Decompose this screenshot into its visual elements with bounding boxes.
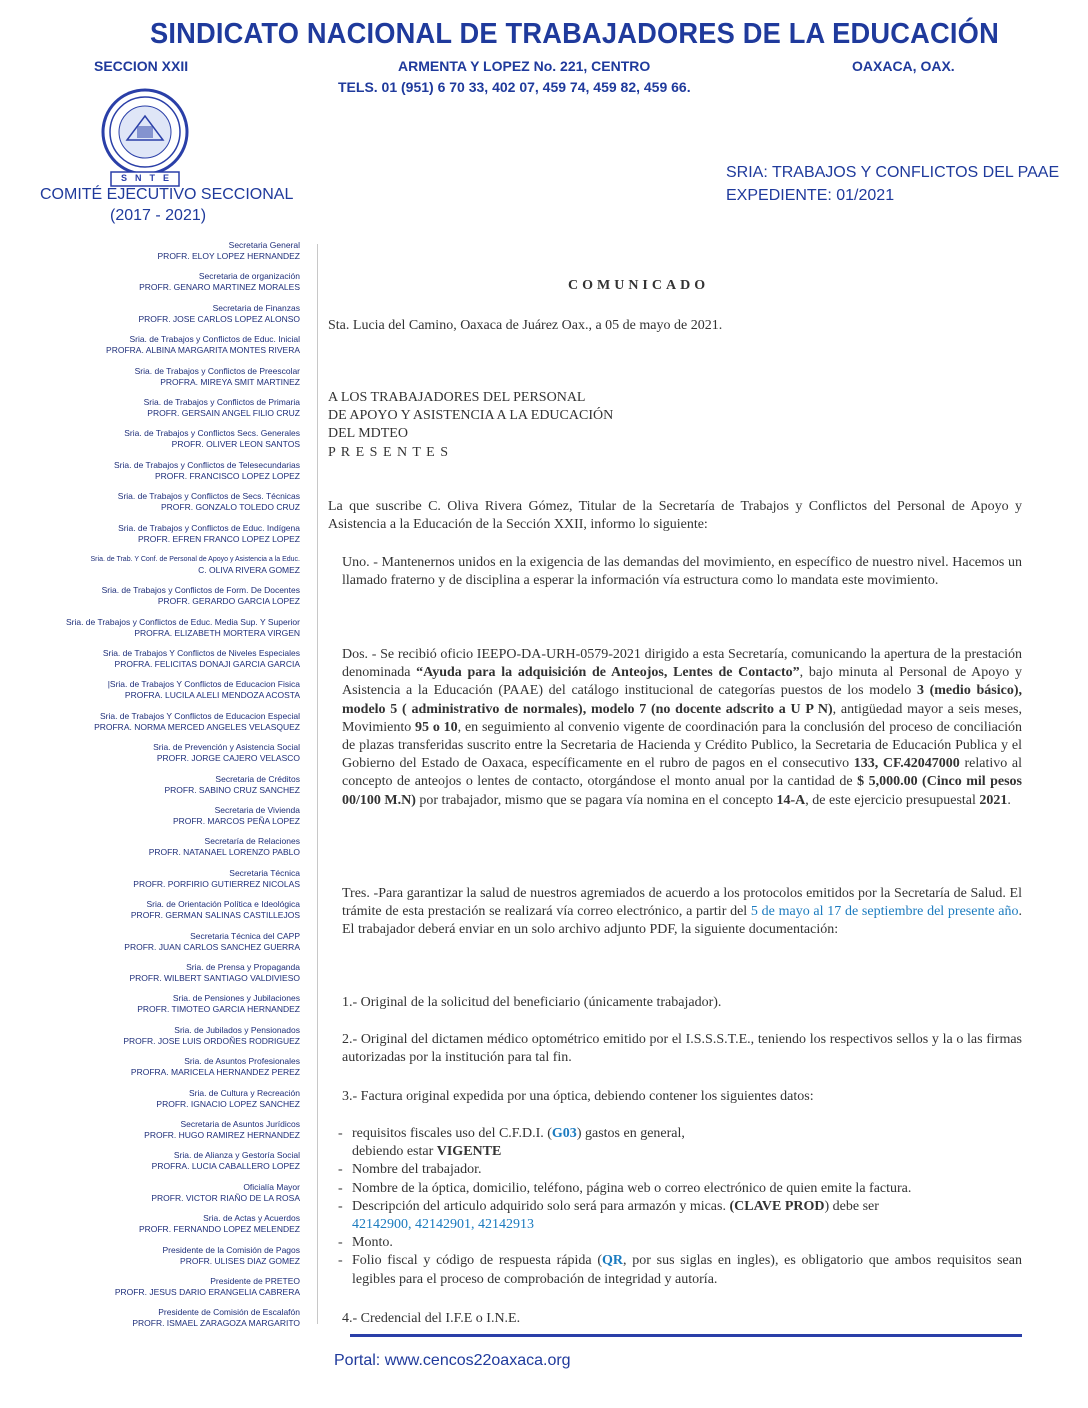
roster-name: PROFRA. ALBINA MARGARITA MONTES RIVERA bbox=[106, 345, 300, 356]
union-title: SINDICATO NACIONAL DE TRABAJADORES DE LA EDUCACIÓN bbox=[150, 18, 999, 50]
roster-role: Secretaria de Créditos bbox=[215, 773, 300, 784]
list-item: - Monto. bbox=[338, 1234, 1022, 1252]
point-uno: Uno. - Mantenernos unidos en la exigencia de las demandas del movimiento, en específico de nuestro nivel. Hacemos un llamado fraterno y de disciplina a esperar la información vía estructura como lo mandata este movimiento. bbox=[342, 555, 1022, 589]
roster-name: PROFR. VICTOR RIAÑO DE LA ROSA bbox=[151, 1192, 300, 1203]
roster-name: PROFR. JESUS DARIO ERANGELIA CABRERA bbox=[114, 1286, 300, 1297]
roster-role: Sria. de Orientación Política e Ideológica bbox=[146, 899, 300, 910]
portal-link[interactable]: Portal: www.cencos22oaxaca.org bbox=[334, 1352, 571, 1369]
section-label: SECCION XXII bbox=[94, 58, 189, 74]
intro-paragraph: La que suscribe C. Oliva Rivera Gómez, Titular de la Secretaría de Trabajos y Conflictos del Personal de Apoyo y Asistencia a la Educación de la Sección XXII, informo lo siguiente: bbox=[328, 499, 1022, 533]
roster-role: Secretaria de Vivienda bbox=[214, 805, 300, 816]
roster-entry bbox=[40, 1307, 300, 1329]
roster-name: PROFR. FERNANDO LOPEZ MELENDEZ bbox=[138, 1224, 300, 1235]
roster-name: PROFR. JOSE CARLOS LOPEZ ALONSO bbox=[138, 313, 300, 324]
roster-role: Secretaria de Asuntos Jurídicos bbox=[180, 1118, 300, 1129]
roster-entry bbox=[40, 1213, 300, 1235]
roster-role: Presidente de PRETEO bbox=[210, 1275, 300, 1286]
roster-name: PROFRA. ELIZABETH MORTERA VIRGEN bbox=[134, 627, 300, 638]
roster-role: Sria. de Prensa y Propaganda bbox=[186, 961, 300, 972]
roster-name: C. OLIVA RIVERA GOMEZ bbox=[198, 564, 300, 575]
roster-entry bbox=[40, 1150, 300, 1172]
list-item: - Nombre del trabajador. bbox=[338, 1161, 1022, 1179]
roster-entry bbox=[40, 585, 300, 607]
addressee-line: DE APOYO Y ASISTENCIA A LA EDUCACIÓN bbox=[328, 408, 614, 424]
addressee-block bbox=[328, 389, 1022, 462]
roster-entry bbox=[40, 679, 300, 701]
roster-entry bbox=[40, 303, 300, 325]
roster-name: PROFR. GERMAN SALINAS CASTILLEJOS bbox=[130, 910, 300, 921]
roster-name: PROFR. ELOY LOPEZ HERNANDEZ bbox=[157, 251, 300, 261]
roster-name: PROFR. OLIVER LEON SANTOS bbox=[171, 439, 300, 450]
roster-entry bbox=[40, 1119, 300, 1141]
roster-role: Sria. de Trabajos y Conflictos de Secs. Técnicas bbox=[117, 491, 300, 502]
department-label: SRIA: TRABAJOS Y CONFLICTOS DEL PAAE bbox=[726, 164, 1060, 181]
roster-role: Sria. de Pensiones y Jubilaciones bbox=[172, 993, 300, 1004]
roster-name: PROFR. WILBERT SANTIAGO VALDIVIESO bbox=[129, 972, 300, 983]
roster-role: Sria. de Trabajos y Conflictos de Form. De Docentes bbox=[101, 585, 300, 596]
roster-entry bbox=[40, 1245, 300, 1267]
expediente-label: EXPEDIENTE: 01/2021 bbox=[726, 187, 895, 204]
roster-role: Presidente de Comisión de Escalafón bbox=[158, 1307, 300, 1318]
roster-name: PROFR. GERARDO GARCIA LOPEZ bbox=[157, 596, 300, 607]
roster-name: PROFR. EFREN FRANCO LOPEZ LOPEZ bbox=[138, 533, 300, 544]
roster-role: Sria. de Trabajos y Conflictos de Educ. Inicial bbox=[129, 334, 300, 345]
committee-name: COMITÉ EJECUTIVO SECCIONAL bbox=[40, 186, 294, 203]
roster-name: PROFR. HUGO RAMIREZ HERNANDEZ bbox=[144, 1129, 300, 1140]
city-line: OAXACA, OAX. bbox=[852, 58, 955, 74]
roster-name: PROFR. IGNACIO LOPEZ SANCHEZ bbox=[156, 1098, 300, 1109]
roster-role: Secretaria de organización bbox=[198, 271, 300, 282]
communique-heading: COMUNICADO bbox=[568, 278, 710, 293]
roster-role: Sria. de Trabajos y Conflictos de Telesecundarias bbox=[114, 459, 300, 470]
roster-entry bbox=[40, 1025, 300, 1047]
point-dos: Dos. - Se recibió oficio IEEPO-DA-URH-0579-2021 dirigido a esta Secretaría, comunicando la apertura de la prestación denominada “Ayuda para la adquisición de Anteojos, Lentes de Contacto”, bajo minuta al Personal de Apoyo y Asistencia a la Educación (PAAE) del catálogo institucional de categorías puestos de los modelo 3 (medio básico), modelo 5 ( administrativo de normales), modelo 7 (no docente adscrito a U P N), antigüedad mayor a seis meses, Movimiento 95 o 10, en seguimiento al convenio vigente de coordinación para la conclusión del proceso de conciliación de plazas transferidas suscrito entre la Secretaria de Hacienda y Crédito Publico, la Secretaria de Educación Publica y el Gobierno del Estado de Oaxaca, específicamente en el rubro de pagos en el consecutivo 133, CF.42047000 relativo al concepto de anteojos o lentes de contacto, otorgándose el monto anual por la cantidad de $ 5,000.00 (Cinco mil pesos 00/100 M.N) por trabajador, mismo que se pagara vía nomina en el concepto 14-A, de este ejercicio presupuestal 2021. bbox=[342, 647, 1023, 808]
addressee-line: DEL MDTEO bbox=[328, 426, 408, 442]
list-item: - Descripción del articulo adquirido solo será para armazón y micas. (CLAVE PROD) debe ser 42142900, 42142901, 42142913 bbox=[338, 1198, 1022, 1234]
requirement-3: 3.- Factura original expedida por una óptica, debiendo contener los siguientes datos: bbox=[342, 1089, 814, 1104]
roster-name: PROFR. ULISES DIAZ GOMEZ bbox=[180, 1255, 300, 1266]
roster-entry bbox=[40, 711, 300, 733]
roster-role: |Sria. de Trabajos Y Conflictos de Educacion Fisica bbox=[107, 679, 300, 690]
roster-entry bbox=[40, 774, 300, 796]
roster-name: PROFR. GENARO MARTINEZ MORALES bbox=[139, 282, 300, 293]
roster-name: PROFR. TIMOTEO GARCIA HERNANDEZ bbox=[137, 1004, 300, 1015]
roster-entry bbox=[40, 931, 300, 953]
roster-entry bbox=[40, 1276, 300, 1298]
date-line: Sta. Lucia del Camino, Oaxaca de Juárez Oax., a 05 de mayo de 2021. bbox=[328, 318, 723, 333]
roster-entry bbox=[40, 460, 300, 482]
roster-role: Secretaría de Relaciones bbox=[204, 836, 300, 847]
roster-entry bbox=[40, 1182, 300, 1204]
roster-role: Sria. de Trabajos Y Conflictos de Niveles Especiales bbox=[102, 648, 300, 659]
roster-role: Secretaria Técnica del CAPP bbox=[190, 930, 300, 941]
roster-entry bbox=[40, 868, 300, 890]
roster-entry bbox=[40, 366, 300, 388]
roster-entry bbox=[40, 554, 300, 576]
address-line: ARMENTA Y LOPEZ No. 221, CENTRO bbox=[398, 58, 651, 74]
roster-name: PROFR. GONZALO TOLEDO CRUZ bbox=[160, 502, 300, 513]
roster-name: PROFR. ISMAEL ZARAGOZA MARGARITO bbox=[132, 1318, 300, 1329]
roster-entry bbox=[40, 397, 300, 419]
roster-entry bbox=[40, 240, 300, 262]
roster-name: PROFR. NATANAEL LORENZO PABLO bbox=[148, 847, 300, 858]
list-item: - Nombre de la óptica, domicilio, teléfono, página web o correo electrónico de quien emite la factura. bbox=[338, 1180, 1022, 1198]
roster-entry bbox=[40, 899, 300, 921]
roster-name: PROFR. JORGE CAJERO VELASCO bbox=[156, 753, 300, 764]
roster-entry bbox=[40, 334, 300, 356]
requirement-2: 2.- Original del dictamen médico optométrico emitido por el I.S.S.S.T.E., teniendo los respectivos sellos y la o las firmas autorizadas por la institución para tal fin. bbox=[342, 1032, 1022, 1066]
committee-period: (2017 - 2021) bbox=[110, 207, 207, 224]
committee-roster bbox=[40, 240, 300, 1339]
roster-entry bbox=[40, 428, 300, 450]
roster-name: PROFRA. FELICITAS DONAJI GARCIA GARCIA bbox=[114, 659, 300, 670]
roster-role: Sria. de Trab. Y Conf. de Personal de Apoyo y Asistencia a la Educ. bbox=[90, 555, 300, 563]
addressee-line: P R E S E N T E S bbox=[328, 444, 449, 460]
addressee-line: A LOS TRABAJADORES DEL PERSONAL bbox=[328, 390, 586, 405]
list-item: - Folio fiscal y código de respuesta rápida (QR, por sus siglas en ingles), es obligatorio que ambos requisitos sean legibles para el proceso de comprobación de integridad y autoría. bbox=[338, 1252, 1022, 1288]
roster-role: Sria. de Trabajos Y Conflictos de Educacion Especial bbox=[99, 710, 300, 721]
phone-line: TELS. 01 (951) 6 70 33, 402 07, 459 74, 459 82, 459 66. bbox=[338, 79, 691, 95]
point-tres: Tres. -Para garantizar la salud de nuestros agremiados de acuerdo a los protocolos emitidos por la Secretaría de Salud. El trámite de esta prestación se realizará vía correo electrónico, a partir del 5 de mayo al 17 de septiembre del presente año. El trabajador deberá enviar en un solo archivo adjunto PDF, la siguiente documentación: bbox=[342, 886, 1022, 938]
roster-role: Secretaria Técnica bbox=[229, 867, 300, 878]
roster-entry bbox=[40, 617, 300, 639]
roster-role: Sria. de Trabajos y Conflictos Secs. Generales bbox=[124, 428, 300, 439]
roster-entry bbox=[40, 523, 300, 545]
roster-name: PROFR. GERSAIN ANGEL FILIO CRUZ bbox=[147, 407, 300, 418]
requirement-1: 1.- Original de la solicitud del beneficiario (únicamente trabajador). bbox=[342, 995, 722, 1010]
roster-entry bbox=[40, 993, 300, 1015]
roster-name: PROFRA. MIREYA SMIT MARTINEZ bbox=[160, 376, 300, 387]
roster-name: PROFRA. MARICELA HERNANDEZ PEREZ bbox=[130, 1067, 300, 1078]
roster-entry bbox=[40, 742, 300, 764]
roster-role: Secretaria de Finanzas bbox=[212, 302, 300, 313]
invoice-requirements bbox=[338, 1125, 1022, 1289]
roster-name: PROFR. PORFIRIO GUTIERREZ NICOLAS bbox=[133, 878, 300, 889]
roster-name: PROFRA. LUCILA ALELI MENDOZA ACOSTA bbox=[124, 690, 300, 701]
roster-name: PROFR. JOSE LUIS ORDOÑES RODRIGUEZ bbox=[123, 1035, 300, 1046]
roster-role: Sria. de Trabajos y Conflictos de Educ. Media Sup. Y Superior bbox=[65, 616, 300, 627]
roster-entry bbox=[40, 271, 300, 293]
roster-name: PROFR. FRANCISCO LOPEZ LOPEZ bbox=[155, 470, 300, 481]
roster-role: Sria. de Cultura y Recreación bbox=[188, 1087, 300, 1098]
roster-name: PROFRA. NORMA MERCED ANGELES VELASQUEZ bbox=[94, 721, 300, 732]
roster-entry bbox=[40, 805, 300, 827]
roster-role: Sria. de Trabajos y Conflictos de Preescolar bbox=[134, 365, 300, 376]
roster-role: Sria. de Trabajos y Conflictos de Primaria bbox=[143, 396, 300, 407]
roster-entry bbox=[40, 1056, 300, 1078]
roster-entry bbox=[40, 1088, 300, 1110]
roster-role: Sria. de Trabajos y Conflictos de Educ. Indígena bbox=[118, 522, 300, 533]
roster-entry bbox=[40, 962, 300, 984]
list-item: - requisitos fiscales uso del C.F.D.I. (G03) gastos en general, debiendo estar VIGENTE bbox=[338, 1125, 1022, 1161]
roster-name: PROFR. JUAN CARLOS SANCHEZ GUERRA bbox=[124, 941, 300, 952]
roster-role: Presidente de la Comisión de Pagos bbox=[162, 1244, 300, 1255]
roster-role: Sria. de Prevención y Asistencia Social bbox=[153, 742, 300, 753]
column-divider bbox=[317, 244, 318, 1324]
roster-role: Oficialía Mayor bbox=[243, 1181, 300, 1192]
roster-role: Sria. de Asuntos Profesionales bbox=[184, 1056, 300, 1067]
footer-rule bbox=[350, 1334, 1022, 1337]
roster-name: PROFRA. LUCIA CABALLERO LOPEZ bbox=[151, 1161, 300, 1172]
roster-role: Sria. de Jubilados y Pensionados bbox=[174, 1024, 300, 1035]
roster-name: PROFR. SABINO CRUZ SANCHEZ bbox=[164, 784, 300, 795]
roster-entry bbox=[40, 491, 300, 513]
roster-role: Secretaria General bbox=[228, 240, 300, 250]
roster-entry bbox=[40, 648, 300, 670]
logo-caption: SNTE bbox=[120, 173, 177, 183]
roster-role: Sria. de Actas y Acuerdos bbox=[203, 1213, 300, 1224]
requirement-4: 4.- Credencial del I.F.E o I.N.E. bbox=[342, 1311, 521, 1326]
roster-role: Sria. de Alianza y Gestoría Social bbox=[173, 1150, 300, 1161]
roster-entry bbox=[40, 836, 300, 858]
roster-name: PROFR. MARCOS PEÑA LOPEZ bbox=[172, 816, 300, 827]
